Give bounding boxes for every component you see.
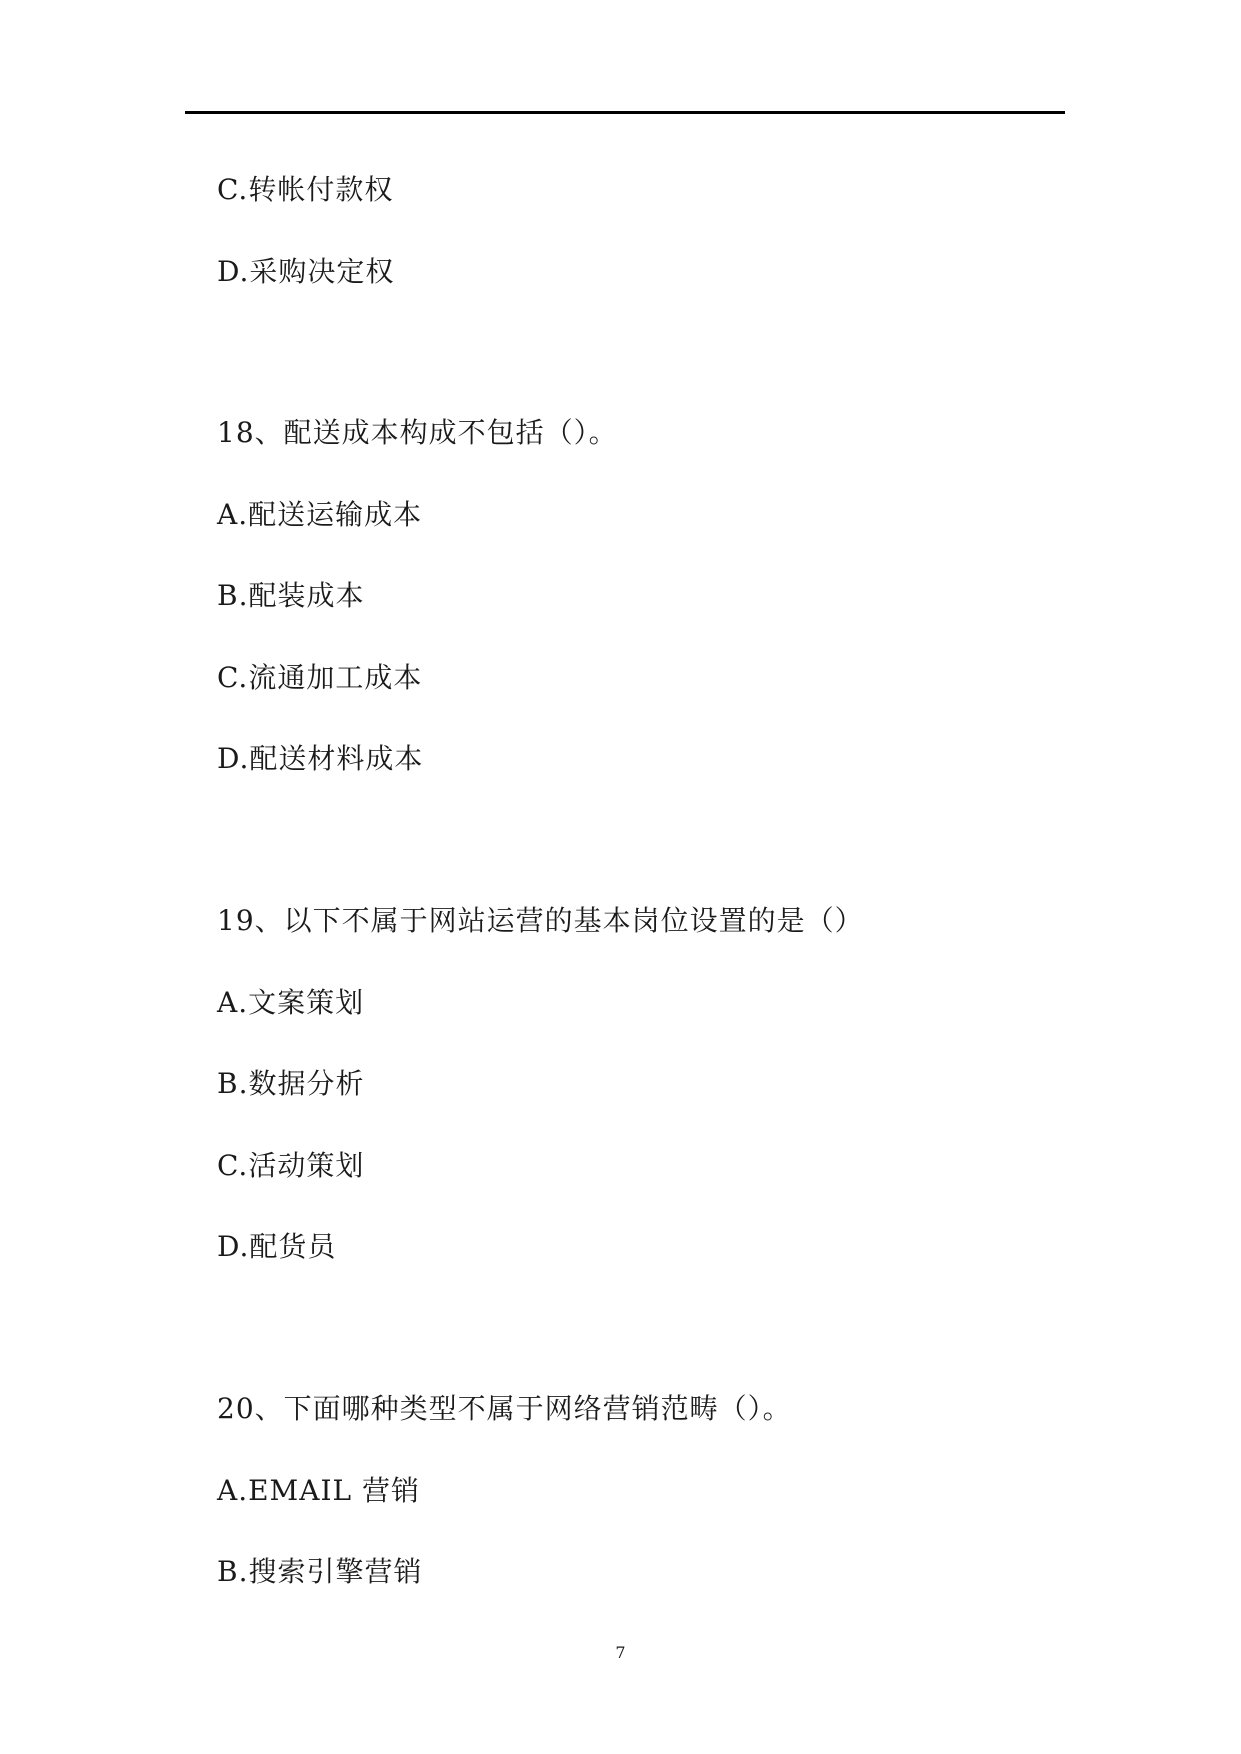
option-d: D.配送材料成本 xyxy=(217,742,424,775)
option-d: D.配货员 xyxy=(217,1230,337,1263)
option-a: A.EMAIL 营销 xyxy=(217,1474,421,1507)
option-c: C.流通加工成本 xyxy=(217,661,423,694)
option-a: A.文案策划 xyxy=(217,986,365,1019)
header-rule xyxy=(185,111,1065,114)
option-b: B.搜索引擎营销 xyxy=(217,1555,423,1588)
question-stem: 19、以下不属于网站运营的基本岗位设置的是（） xyxy=(217,904,864,937)
option-c: C.活动策划 xyxy=(217,1149,365,1182)
question-stem: 18、配送成本构成不包括（）。 xyxy=(217,416,618,449)
option-b: B.配装成本 xyxy=(217,579,365,612)
option-d: D.采购决定权 xyxy=(217,255,395,288)
question-stem: 20、下面哪种类型不属于网络营销范畴（）。 xyxy=(217,1392,792,1425)
page-number: 7 xyxy=(615,1643,626,1662)
option-c: C.转帐付款权 xyxy=(217,173,394,206)
option-a: A.配送运输成本 xyxy=(217,498,423,531)
option-b: B.数据分析 xyxy=(217,1067,365,1100)
